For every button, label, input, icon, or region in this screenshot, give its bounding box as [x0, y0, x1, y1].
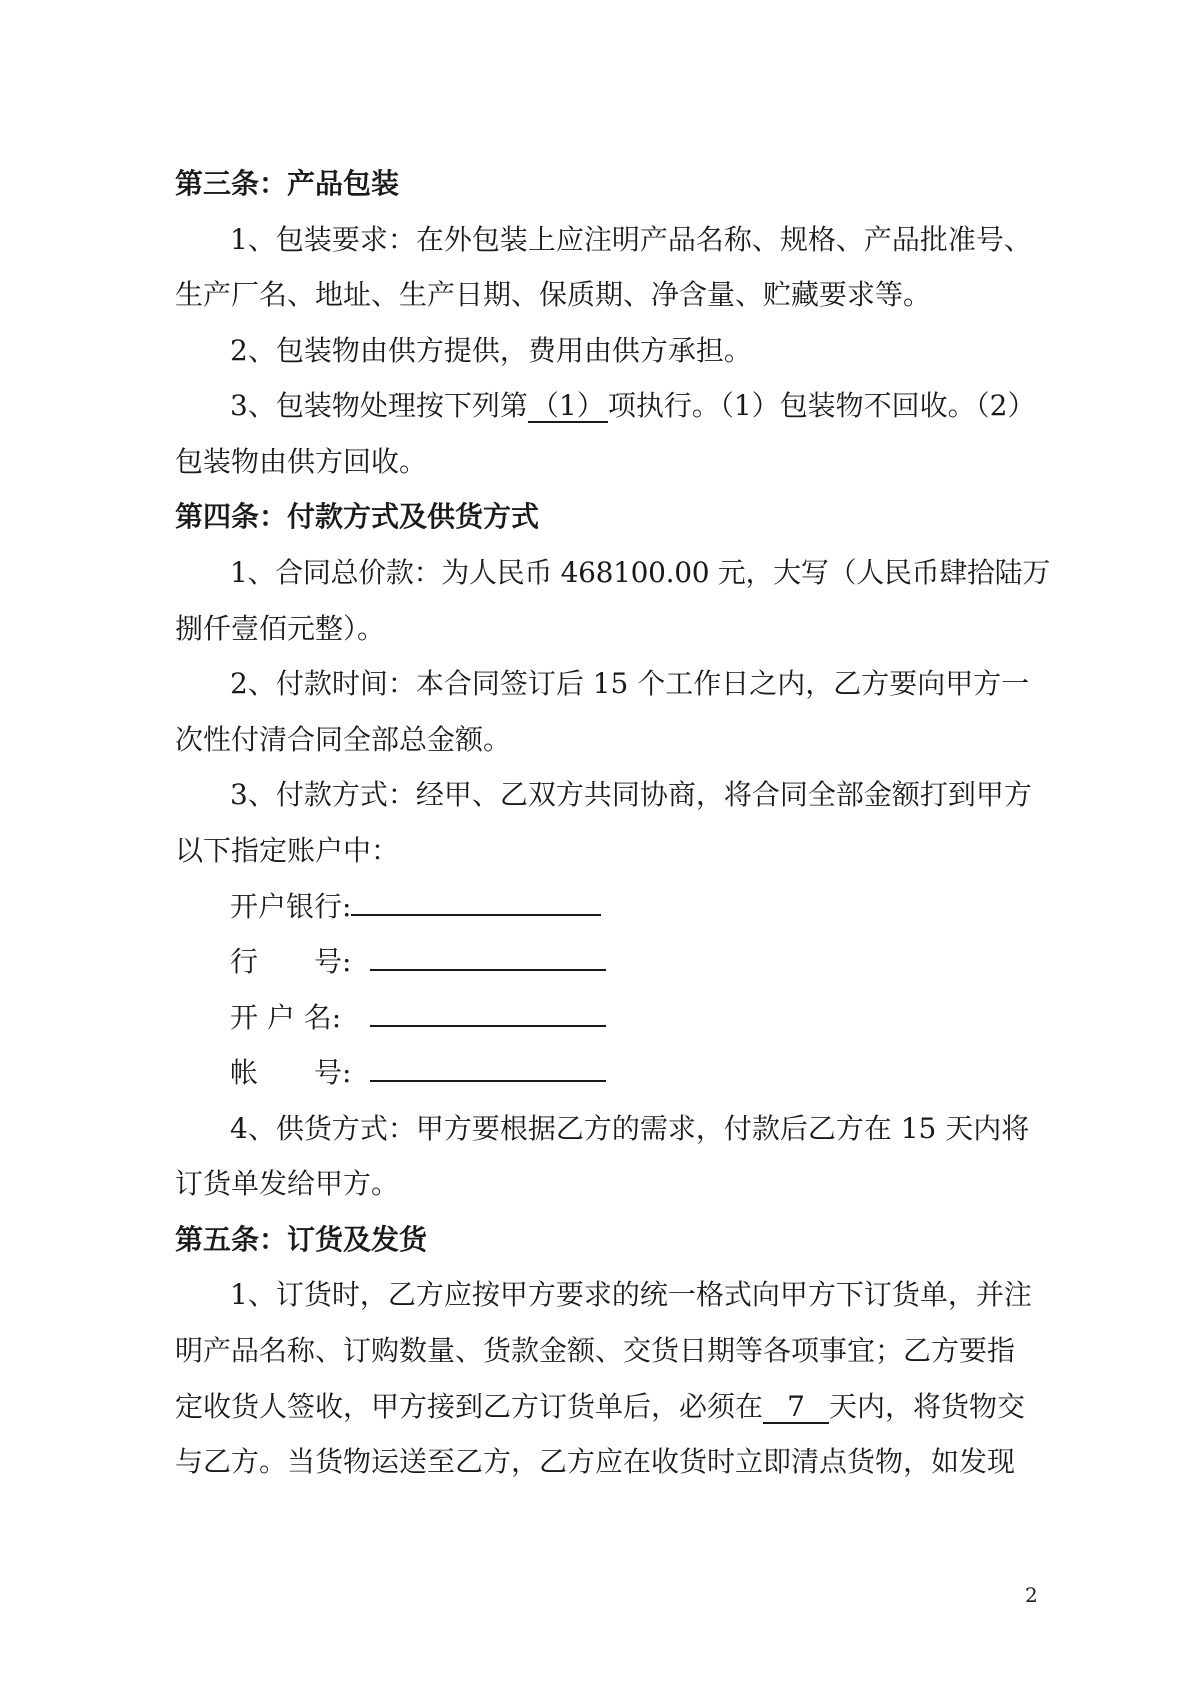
article-4-clause-4: 4、供货方式：甲方要根据乙方的需求，付款后乙方在 15 天内将	[230, 1112, 1030, 1145]
article-4-clause-3-cont: 以下指定账户中：	[175, 834, 400, 867]
delivery-suffix: 天内，将货物交	[829, 1390, 1026, 1423]
article-5-clause-1: 1、订货时，乙方应按甲方要求的统一格式向甲方下订货单，并注	[230, 1278, 1032, 1311]
bank-name-field	[351, 914, 601, 916]
delivery-prefix: 定收货人签收，甲方接到乙方订货单后，必须在	[175, 1390, 764, 1423]
article-3-clause-1: 1、包装要求：在外包装上应注明产品名称、规格、产品批准号、	[230, 223, 1032, 256]
account-name-row	[230, 1000, 606, 1036]
article-4-clause-1-cont: 捌仟壹佰元整）。	[175, 612, 386, 645]
account-number-label: 帐 号:	[230, 1056, 352, 1089]
article-4-heading: 第四条：付款方式及供货方式	[175, 500, 540, 533]
clause-3-prefix: 3、包装物处理按下列第	[230, 389, 528, 422]
article-3-heading: 第三条：产品包装	[175, 167, 400, 200]
account-number-row	[230, 1055, 606, 1091]
article-3-clause-2: 2、包装物由供方提供，费用由供方承担。	[230, 334, 752, 367]
account-name-field	[370, 1025, 606, 1027]
bank-number-label: 行 号:	[230, 945, 352, 978]
bank-number-row	[230, 944, 606, 980]
article-4-clause-2: 2、付款时间：本合同签订后 15 个工作日之内，乙方要向甲方一	[230, 667, 1030, 700]
account-number-field	[370, 1080, 606, 1082]
page-number: 2	[1025, 1583, 1038, 1607]
clause-3-suffix: 项执行。（1）包装物不回收。（2）	[607, 389, 1036, 422]
article-5-clause-1-line-3	[175, 1389, 1025, 1425]
bank-name-label: 开户银行:	[230, 890, 352, 923]
bank-name-row	[230, 889, 601, 925]
account-name-label: 开 户 名:	[230, 1001, 342, 1034]
article-5-clause-1-line-4: 与乙方。当货物运送至乙方，乙方应在收货时立即清点货物，如发现	[175, 1445, 1016, 1478]
article-3-clause-1-cont: 生产厂名、地址、生产日期、保质期、净含量、贮藏要求等。	[175, 278, 932, 311]
article-4-clause-4-cont: 订货单发给甲方。	[175, 1167, 400, 1200]
packaging-option-blank: （1）	[528, 391, 608, 423]
article-3-clause-3	[230, 388, 1035, 424]
article-3-clause-3-cont: 包装物由供方回收。	[175, 445, 428, 478]
article-5-heading: 第五条：订货及发货	[175, 1223, 428, 1256]
article-4-clause-2-cont: 次性付清合同全部总金额。	[175, 723, 512, 756]
article-4-clause-3: 3、付款方式：经甲、乙双方共同协商，将合同全部金额打到甲方	[230, 778, 1032, 811]
article-5-clause-1-line-2: 明产品名称、订购数量、货款金额、交货日期等各项事宜；乙方要指	[175, 1334, 1016, 1367]
article-4-clause-1: 1、合同总价款：为人民币 468100.00 元，大写（人民币肆拾陆万	[230, 556, 1051, 589]
delivery-days-blank: 7	[763, 1392, 829, 1424]
bank-number-field	[370, 969, 606, 971]
